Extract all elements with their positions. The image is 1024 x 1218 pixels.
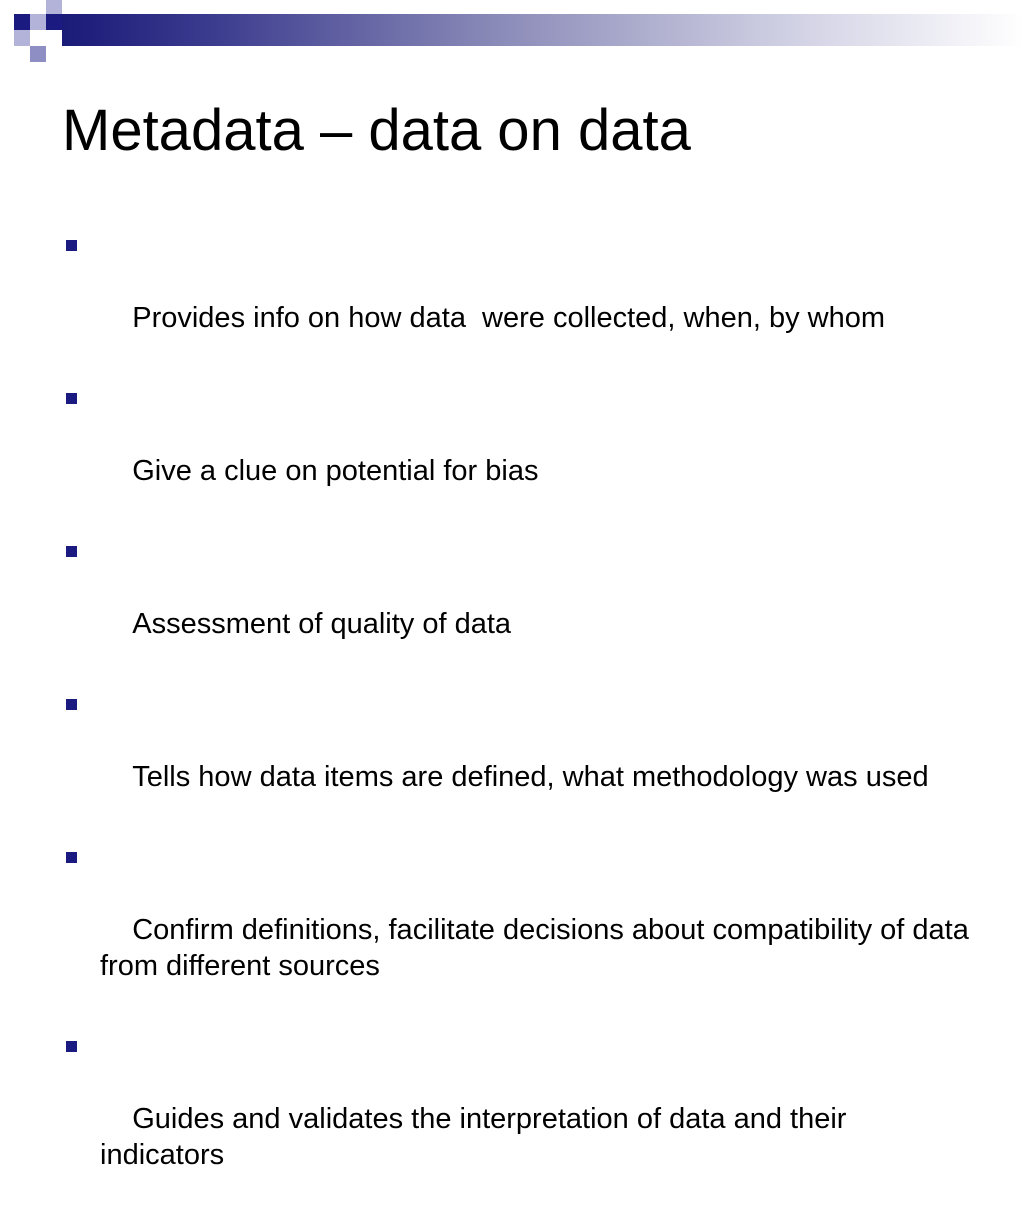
square-bullet-icon xyxy=(66,546,77,557)
banner-square-dark-1 xyxy=(14,14,30,30)
banner-square-light-4 xyxy=(30,46,46,62)
banner-square-dark-2 xyxy=(46,14,62,30)
bullet-text: Assessment of quality of data xyxy=(132,608,512,640)
bullet-item-4 xyxy=(62,687,972,831)
bullet-item-2 xyxy=(62,381,972,525)
square-bullet-icon xyxy=(66,393,77,404)
square-bullet-icon xyxy=(66,1041,77,1052)
square-bullet-icon xyxy=(66,699,77,710)
header-banner xyxy=(0,0,1024,64)
bullet-text: Guides and validates the interpretation of data and their indicators xyxy=(100,1103,855,1171)
bullet-list xyxy=(62,228,977,1218)
bullet-text: Tells how data items are defined, what methodology was used xyxy=(132,761,929,793)
bullet-item-3 xyxy=(62,534,972,678)
bullet-item-5 xyxy=(62,840,977,1020)
square-bullet-icon xyxy=(66,240,77,251)
slide-title: Metadata – data on data xyxy=(62,98,691,163)
bullet-text: Provides info on how data were collected, when, by whom xyxy=(132,302,886,334)
banner-square-light-3 xyxy=(14,30,30,46)
banner-square-light-1 xyxy=(30,14,46,30)
bullet-text: Confirm definitions, facilitate decisions about compatibility of data from different sources xyxy=(100,914,977,982)
bullet-text: Give a clue on potential for bias xyxy=(132,455,539,487)
square-bullet-icon xyxy=(66,852,77,863)
banner-square-light-2 xyxy=(46,0,62,14)
bullet-item-6 xyxy=(62,1029,972,1209)
bullet-item-1 xyxy=(62,228,972,372)
banner-gradient-bar xyxy=(62,14,1024,46)
